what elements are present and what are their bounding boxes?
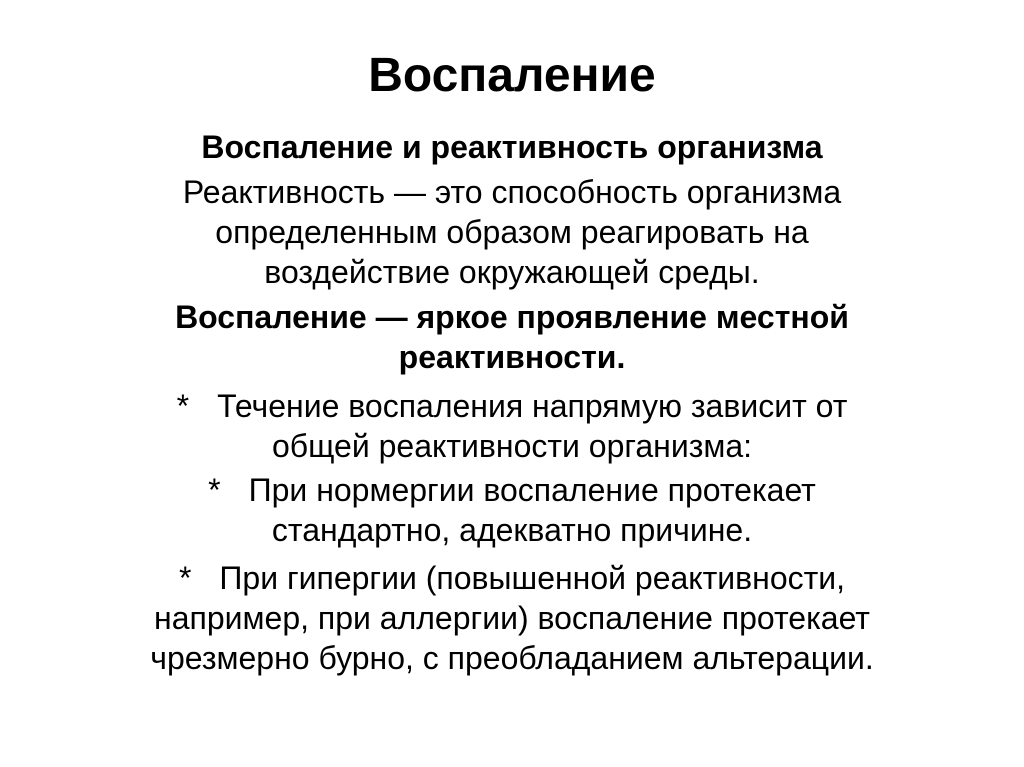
reactivity-definition [40,172,984,292]
bullet-line: При нормергии воспаление протекает [248,472,816,508]
bullet-item [40,386,984,466]
slide-subtitle: Воспаление и реактивность организма [201,129,823,165]
statement-line: Воспаление — яркое проявление местной [175,299,849,335]
bullet-line: чрезмерно бурно, с преобладанием альтерации. [150,640,874,676]
bullet-item [40,470,984,550]
bullet-line: например, при аллергии) воспаление протекает [154,600,870,636]
bullet-marker: * [208,472,221,508]
definition-line: определенным образом реагировать на [215,214,809,250]
bullet-line: общей реактивности организма: [271,428,753,464]
bullet-item [40,558,984,678]
bullet-marker: * [176,388,190,424]
statement-line: реактивности. [398,339,626,375]
bullet-line: стандартно, адекватно причине. [271,512,753,548]
definition-line: воздействие окружающей среды. [264,254,760,290]
definition-line: Реактивность — это способность организма [182,174,842,210]
inflammation-statement [40,297,984,377]
bullet-line: Течение воспаления напрямую зависит от [217,388,848,424]
slide-title: Воспаление [368,49,656,102]
bullet-line: При гипергии (повышенной реактивности, [219,560,846,596]
bullet-marker: * [178,560,192,596]
